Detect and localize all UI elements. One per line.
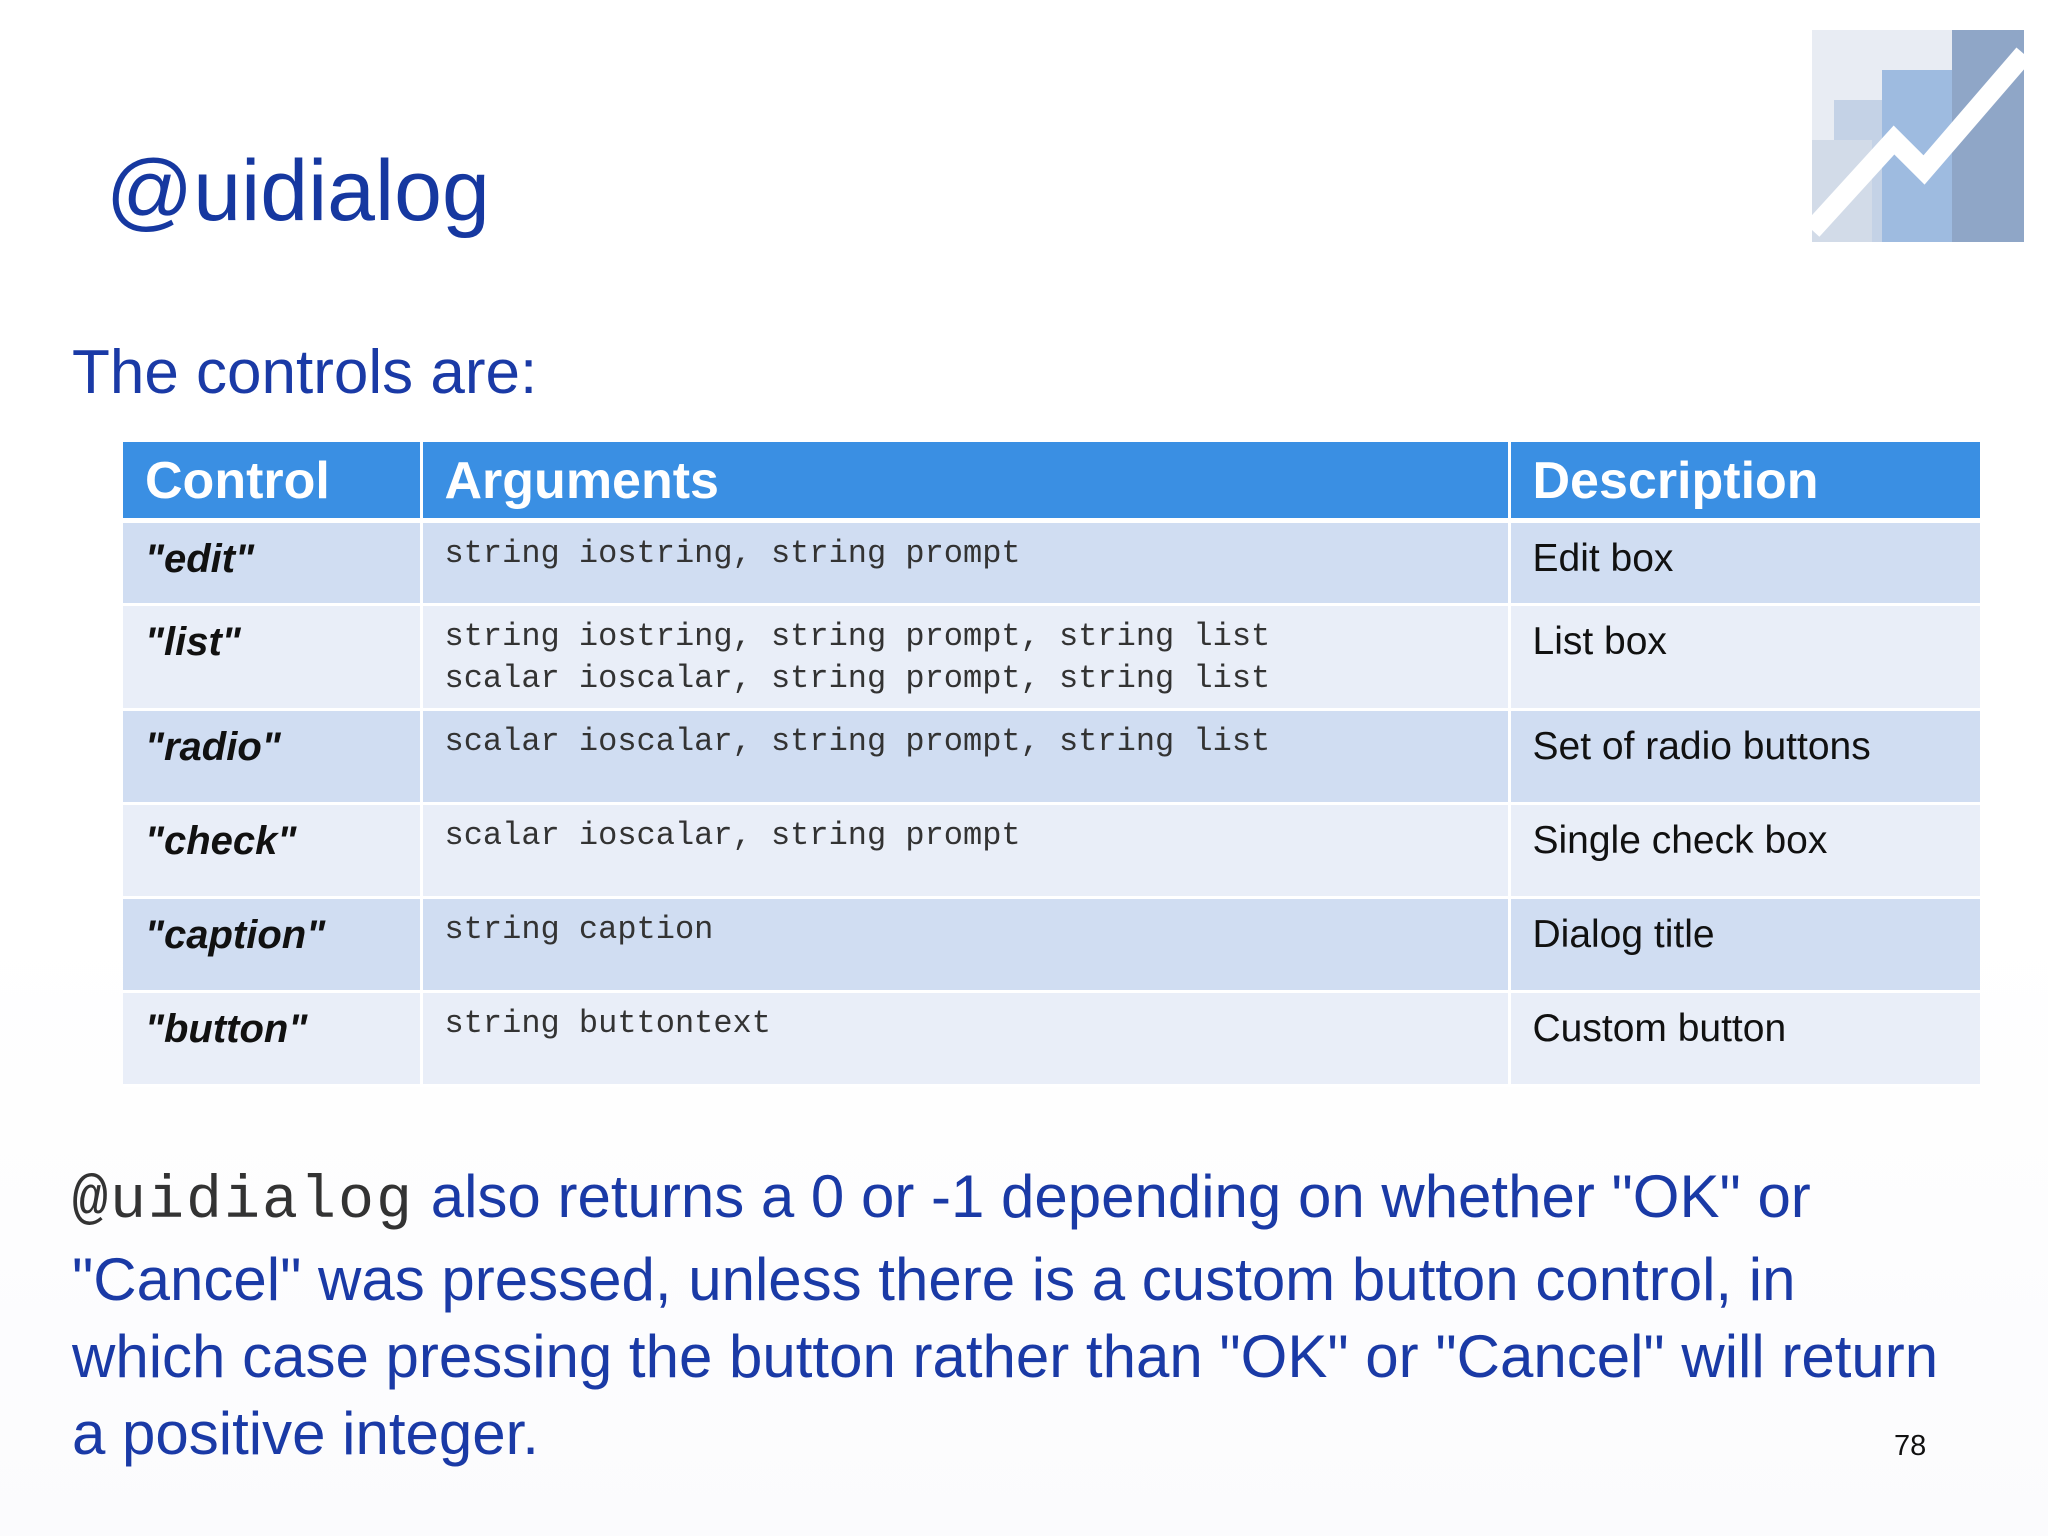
description-cell: Set of radio buttons [1509,710,1980,804]
table-header-row [123,442,1980,521]
controls-table [123,442,1980,1087]
argument-line: string buttontext [444,1005,771,1042]
page-number: 78 [1894,1430,1927,1462]
arguments-cell [421,992,1509,1086]
control-cell: "list" [123,605,421,710]
description-cell: Edit box [1509,521,1980,605]
table-row [123,804,1980,898]
body-paragraph [72,1158,1952,1472]
control-cell: "caption" [123,898,421,992]
chart-trend-logo-icon [1812,30,2024,242]
control-cell: "check" [123,804,421,898]
control-cell: "radio" [123,710,421,804]
description-cell: List box [1509,605,1980,710]
arguments-cell [421,605,1509,710]
description-cell: Dialog title [1509,898,1980,992]
table-row [123,898,1980,992]
argument-line: string caption [444,911,714,948]
argument-line: string iostring, string prompt, string list [444,618,1271,655]
arguments-cell [421,804,1509,898]
argument-line: scalar ioscalar, string prompt [444,817,1021,854]
argument-line: scalar ioscalar, string prompt, string list [444,723,1271,760]
table-row [123,992,1980,1086]
control-cell: "button" [123,992,421,1086]
body-text: also returns a 0 or -1 depending on whether "OK" or "Cancel" was pressed, unless there is a custom button control, in which case pressing the button rather than "OK" or "Cancel" will return a positive integer. [72,1163,1939,1467]
table-row [123,521,1980,605]
inline-code: @uidialog [72,1168,415,1236]
argument-line: string iostring, string prompt [444,535,1021,572]
slide-subtitle: The controls are: [72,338,538,407]
description-cell: Single check box [1509,804,1980,898]
arguments-cell [421,521,1509,605]
arguments-cell [421,898,1509,992]
controls-table-container [123,442,1980,1087]
control-cell: "edit" [123,521,421,605]
table-row [123,605,1980,710]
header-arguments: Arguments [421,442,1509,521]
header-description: Description [1509,442,1980,521]
arguments-cell [421,710,1509,804]
argument-line: scalar ioscalar, string prompt, string list [444,660,1271,697]
table-row [123,710,1980,804]
slide-title: @uidialog [106,143,490,239]
header-control: Control [123,442,421,521]
description-cell: Custom button [1509,992,1980,1086]
